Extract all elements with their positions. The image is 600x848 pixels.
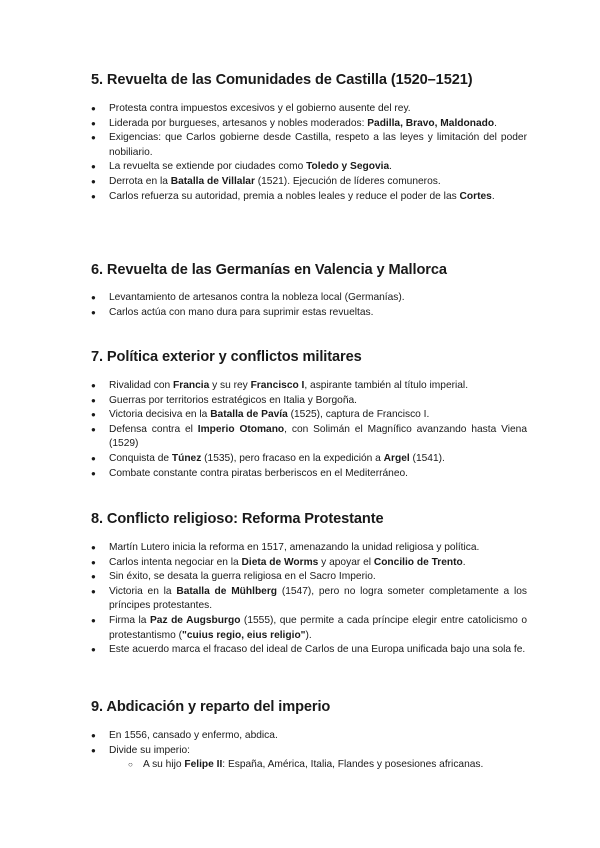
bullet-list	[91, 541, 527, 658]
text: Firma la	[109, 614, 150, 626]
list-item	[91, 541, 527, 556]
bold-text: Dieta de Worms	[241, 556, 319, 568]
bold-text: Felipe II	[184, 759, 223, 771]
text: Conquista de	[109, 452, 172, 464]
text: Rivalidad con	[109, 380, 173, 391]
text: (1535), pero fracaso en la expedición a	[201, 452, 384, 464]
list-item	[91, 614, 527, 643]
text: Derrota en la	[109, 175, 171, 187]
list-item	[91, 408, 527, 423]
list-item	[91, 175, 527, 190]
list-item	[91, 585, 527, 614]
bold-text: Batalla de Villalar	[170, 175, 255, 187]
bullet-list	[91, 291, 527, 320]
text: , aspirante también al título imperial.	[304, 380, 469, 391]
list-item	[91, 744, 527, 759]
section-comunidades	[91, 72, 527, 204]
list-item	[91, 467, 527, 482]
bold-text: "cuius regio, eius religio"	[182, 629, 306, 641]
bold-text: Francia	[173, 380, 210, 391]
bullet-list	[91, 729, 527, 773]
bold-text: Imperio Otomano	[197, 423, 285, 435]
bold-text: Padilla, Bravo, Maldonado	[367, 117, 495, 129]
list-item	[91, 556, 527, 571]
section-abdicacion	[91, 699, 527, 773]
text: Protesta contra impuestos excesivos y el gobierno ausente del rey.	[109, 103, 411, 114]
text: Carlos refuerza su autoridad, premia a nobles leales y reduce el poder de las	[109, 190, 460, 202]
bullet-list	[91, 102, 527, 204]
text: A su hijo	[143, 759, 185, 771]
list-item	[91, 452, 527, 467]
text: Guerras por territorios estratégicos en Italia y Borgoña.	[109, 394, 358, 406]
text: Levantamiento de artesanos contra la nobleza local (Germanías).	[109, 292, 405, 303]
text: .	[491, 190, 495, 202]
bullet-list	[91, 379, 527, 481]
list-item	[91, 643, 527, 658]
list-item	[91, 570, 527, 585]
bold-text: Francisco I	[250, 380, 305, 391]
section-germanias	[91, 262, 527, 320]
text: , con Solimán el Magnífico avanzando hasta Viena (1529)	[109, 423, 527, 450]
bold-text: Batalla de Mühlberg	[176, 585, 278, 597]
list-item	[91, 190, 527, 205]
text: Exigencias: que Carlos gobierne desde Castilla, respeto a las leyes y limitación del poder nobiliario.	[109, 132, 527, 158]
list-item	[91, 306, 527, 321]
section-heading: 9. Abdicación y reparto del imperio	[91, 699, 331, 715]
text: Victoria decisiva en la	[109, 409, 211, 421]
list-item	[91, 131, 527, 160]
text: .	[462, 556, 466, 568]
section-reforma	[91, 511, 527, 658]
bold-text: Paz de Augsburgo	[150, 614, 241, 626]
text: (1521). Ejecución de líderes comuneros.	[254, 175, 441, 187]
text: .	[389, 161, 392, 173]
text: Combate constante contra piratas berberiscos en el Mediterráneo.	[109, 467, 408, 479]
list-item	[91, 117, 527, 132]
bold-text: Concilio de Trento	[373, 556, 463, 568]
text: En 1556, cansado y enfermo, abdica.	[109, 730, 278, 741]
text: Sin éxito, se desata la guerra religiosa en el Sacro Imperio.	[109, 571, 376, 583]
section-heading: 5. Revuelta de las Comunidades de Castilla (1520–1521)	[91, 72, 473, 88]
text: Liderada por burgueses, artesanos y nobles moderados:	[109, 117, 368, 129]
text: ).	[305, 629, 312, 641]
list-item	[91, 394, 527, 409]
text: Defensa contra el	[109, 423, 198, 435]
text: Este acuerdo marca el fracaso del ideal de Carlos de una Europa unificada bajo una sola fe.	[109, 644, 526, 656]
text: (1525), captura de Francisco I.	[287, 409, 430, 421]
bold-text: Cortes	[459, 190, 492, 202]
bold-text: Túnez	[171, 452, 202, 464]
bold-text: Toledo y Segovia	[306, 161, 390, 173]
list-item	[91, 379, 527, 394]
text: .	[494, 117, 497, 129]
text: (1541).	[409, 452, 445, 464]
text: La revuelta se extiende por ciudades como	[109, 161, 307, 173]
list-item	[91, 160, 527, 175]
text: y apoyar el	[318, 556, 374, 568]
bold-text: Argel	[383, 452, 410, 464]
section-politica-exterior	[91, 349, 527, 481]
text: Divide su imperio:	[109, 744, 190, 756]
sub-list-item	[91, 758, 527, 773]
list-item	[91, 729, 527, 744]
text: Victoria en la	[109, 585, 177, 597]
section-heading: 8. Conflicto religioso: Reforma Protestante	[91, 511, 384, 527]
text: Carlos actúa con mano dura para suprimir estas revueltas.	[109, 306, 374, 318]
text: (1547), pero no logra someter completamente a los príncipes protestantes.	[109, 585, 528, 612]
text: (1555), que permite a cada príncipe elegir entre catolicismo o protestantismo (	[109, 614, 527, 641]
list-item	[91, 423, 527, 452]
section-heading: 6. Revuelta de las Germanías en Valencia y Mallorca	[91, 262, 447, 278]
list-item	[91, 291, 527, 306]
text: : España, América, Italia, Flandes y posesiones africanas.	[222, 759, 484, 771]
bold-text: Batalla de Pavía	[210, 409, 288, 421]
section-heading: 7. Política exterior y conflictos militares	[91, 349, 362, 365]
list-item	[91, 102, 527, 117]
text: y su rey	[209, 380, 251, 391]
text: Martín Lutero inicia la reforma en 1517, amenazando la unidad religiosa y política.	[109, 542, 480, 553]
text: Carlos intenta negociar en la	[109, 556, 242, 568]
